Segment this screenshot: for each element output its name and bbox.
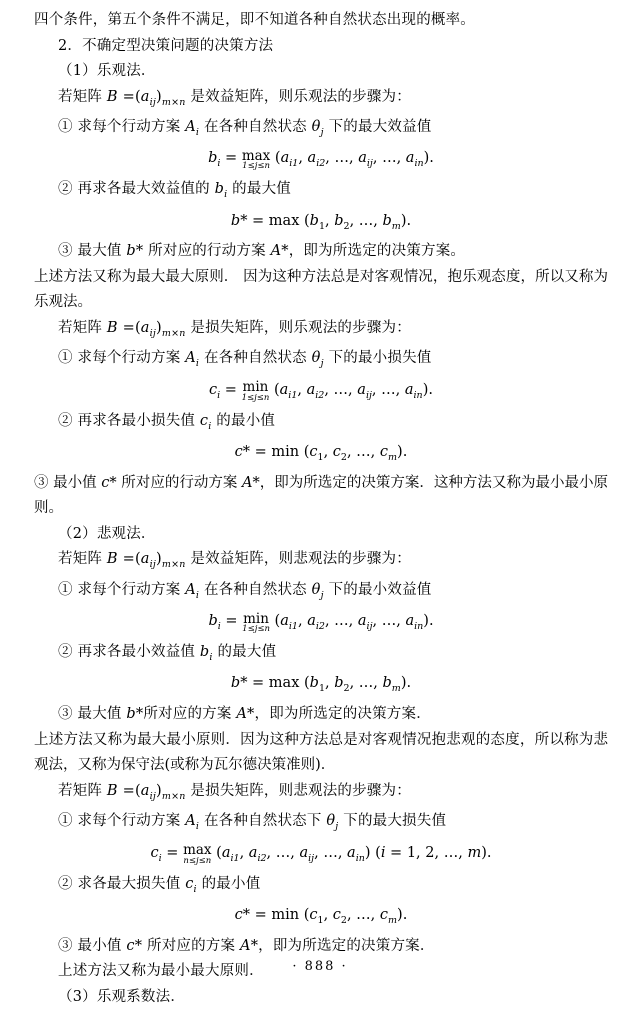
formula-line: $c* = \min (c_1$, $c_2$, …, $c_m$). bbox=[234, 906, 408, 926]
text-line-formula: 若矩阵 $B =(a_{ij})_{m\times n}$ 是效益矩阵，则悲观法的步骤为： bbox=[58, 551, 411, 571]
text-paragraph: ③ 最小值 c* 所对应的行动方案 A*，即为所选定的决策方案．这种方法又称为最小最小原则。 bbox=[34, 474, 609, 517]
text-line: 2．不确定型决策问题的决策方法 bbox=[58, 37, 274, 54]
text-line-formula: ① 求每个行动方案 $A_i$ 在各种自然状态 $\theta_j$ 下的最大效益值 bbox=[58, 118, 432, 138]
text-line-formula: ① 求每个行动方案 $A_i$ 在各种自然状态 $\theta_j$ 下的最小损失值 bbox=[58, 350, 432, 370]
formula-line: $c* = \min (c_1$, $c_2$, …, $c_m$). bbox=[234, 444, 408, 463]
text-line-formula: ③ 最大值 b*所对应的方案 A*，即为所选定的决策方案． bbox=[58, 706, 431, 723]
formula-line: $b* = \max (b_1$, $b_2$, …, $b_m$). bbox=[230, 675, 412, 695]
text-line-formula: ② 求各最大损失值 $c_i$ 的最小值 bbox=[58, 875, 261, 895]
text-line-formula: ③ 最小值 c* 所对应的方案 A*，即为所选定的决策方案． bbox=[58, 937, 435, 954]
text-paragraph: 上述方法又称为最大最小原则．因为这种方法总是对客观情况抱悲观的态度，所以称为悲观法，又称为保守法(或称为瓦尔德决策准则)． bbox=[34, 731, 608, 774]
formula-line: $c_i$ = min 1≤j≤n ($a_{i1}$, $a_{i2}$, …, $a_{ij}$, …, $a_{in}$). bbox=[209, 379, 433, 403]
text-line: 四个条件，第五个条件不满足，即不知道各种自然状态出现的概率。 bbox=[34, 12, 475, 28]
text-line-formula: ② 再求各最大效益值的 $b_i$ 的最大值 bbox=[58, 181, 291, 201]
text-line-formula: ② 再求各最小效益值 $b_i$ 的最大值 bbox=[58, 644, 277, 663]
text-paragraph: 上述方法又称为最大最大原则． 因为这种方法总是对客观情况，抱乐观态度，所以又称为乐观法。 bbox=[34, 268, 608, 311]
text-line: （2）悲观法． bbox=[58, 525, 156, 542]
formula-line: $b_i$ = max 1≤j≤n ($a_{i1}$, $a_{i2}$, …, $a_{ij}$, …, $a_{in}$). bbox=[208, 147, 434, 172]
text-line-formula: 若矩阵 $B =(a_{ij})_{m\times n}$ 是损失矩阵，则乐观法的步骤为： bbox=[58, 319, 411, 339]
page-body bbox=[34, 8, 608, 1010]
text-line-formula: ② 再求各最小损失值 $c_i$ 的最小值 bbox=[58, 412, 276, 432]
text-line-formula: 若矩阵 $B =(a_{ij})_{m\times n}$ 是损失矩阵，则悲观法的步骤为： bbox=[58, 782, 411, 802]
formula-line: $b_i$ = min 1≤j≤n ($a_{i1}$, $a_{i2}$, …, $a_{ij}$, …, $a_{in}$). bbox=[208, 610, 434, 635]
text-line: （1）乐观法． bbox=[58, 63, 156, 79]
text-line-formula: ① 求每个行动方案 $A_i$ 在各种自然状态下 $\theta_j$ 下的最大损失值 bbox=[58, 813, 447, 833]
page-number: · 888 · bbox=[292, 959, 348, 974]
text-line-formula: 若矩阵 $B =(a_{ij})_{m\times n}$ 是效益矩阵，则乐观法的步骤为： bbox=[58, 88, 411, 108]
text-line-formula: ③ 最大值 b* 所对应的行动方案 A*，即为所选定的决策方案。 bbox=[58, 243, 466, 260]
formula-line: $b* = \max (b_1$, $b_2$, …, $b_m$). bbox=[230, 212, 412, 232]
text-line: 上述方法又称为最小最大原则． bbox=[58, 963, 264, 980]
text-line-formula: ① 求每个行动方案 $A_i$ 在各种自然状态 $\theta_j$ 下的最小效益值 bbox=[58, 581, 432, 601]
formula-line: $c_i$ = max n≤j≤n ($a_{i1}$, $a_{i2}$, …, $a_{ij}$, …, $a_{in}$) (i = 1, 2, …, m). bbox=[150, 842, 492, 866]
text-line: （3）乐观系数法． bbox=[58, 988, 186, 1005]
